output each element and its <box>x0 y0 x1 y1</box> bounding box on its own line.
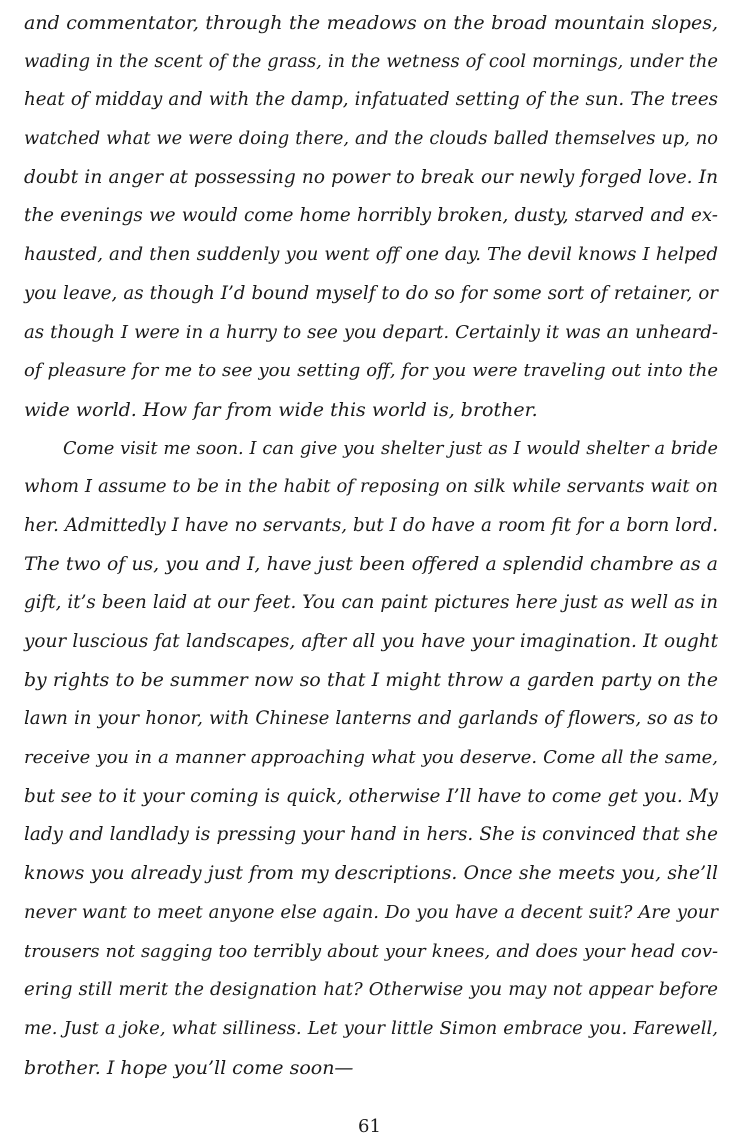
text-line: the evenings we would come home horribly broken, dusty, starved and ex- <box>24 205 718 227</box>
text-line: wide world. How far from wide this world is, brother. <box>24 398 538 421</box>
text-line: The two of us, you and I, have just been offered a splendid chambre as a <box>24 553 718 575</box>
text-line: knows you already just from my descriptions. Once she meets you, she’ll <box>24 863 718 885</box>
text-line: whom I assume to be in the habit of reposing on silk while servants wait on <box>24 476 718 498</box>
text-line: as though I were in a hurry to see you depart. Certainly it was an unheard- <box>24 321 718 343</box>
text-line: you leave, as though I’d bound myself to do so for some sort of retainer, or <box>24 282 718 304</box>
paragraph <box>24 4 718 430</box>
text-line: ering still merit the designation hat? Otherwise you may not appear before <box>24 979 718 1001</box>
text-line: watched what we were doing there, and the clouds balled themselves up, no <box>24 129 718 150</box>
text-line: by rights to be summer now so that I might throw a garden party on the <box>24 669 718 691</box>
text-line: her. Admittedly I have no servants, but I do have a room fit for a born lord. <box>24 514 718 536</box>
text-line: heat of midday and with the damp, infatuated setting of the sun. The trees <box>24 89 718 111</box>
text-line: hausted, and then suddenly you went off one day. The devil knows I helped <box>24 244 718 266</box>
page-number: 61 <box>358 1116 381 1137</box>
text-line: wading in the scent of the grass, in the wetness of cool mornings, under the <box>24 50 718 72</box>
text-line: gift, it’s been laid at our feet. You can paint pictures here just as well as in <box>24 592 718 614</box>
text-line: and commentator, through the meadows on the broad mountain slopes, <box>24 12 718 34</box>
text-line: trousers not sagging too terribly about your knees, and does your head cov- <box>24 940 718 962</box>
text-line: lady and landlady is pressing your hand in hers. She is convinced that she <box>24 824 718 846</box>
text-line: but see to it your coming is quick, otherwise I’ll have to come get you. My <box>24 785 718 807</box>
text-line: me. Just a joke, what silliness. Let your little Simon embrace you. Farewell, <box>24 1017 718 1039</box>
text-line: doubt in anger at possessing no power to break our newly forged love. In <box>24 166 718 188</box>
text-line: of pleasure for me to see you setting off, for you were traveling out into the <box>24 360 718 382</box>
text-line: your luscious fat landscapes, after all you have your imagination. It ought <box>24 631 718 652</box>
paragraph <box>24 430 718 1088</box>
text-line: receive you in a manner approaching what you deserve. Come all the same, <box>24 747 718 769</box>
text-line: brother. I hope you’ll come soon— <box>24 1056 354 1079</box>
text-line: lawn in your honor, with Chinese lanterns and garlands of flowers, so as to <box>24 708 718 730</box>
body-text <box>24 4 718 1087</box>
text-line: never want to meet anyone else again. Do you have a decent suit? Are your <box>24 901 718 923</box>
text-line: Come visit me soon. I can give you shelter just as I would shelter a bride <box>63 438 718 459</box>
